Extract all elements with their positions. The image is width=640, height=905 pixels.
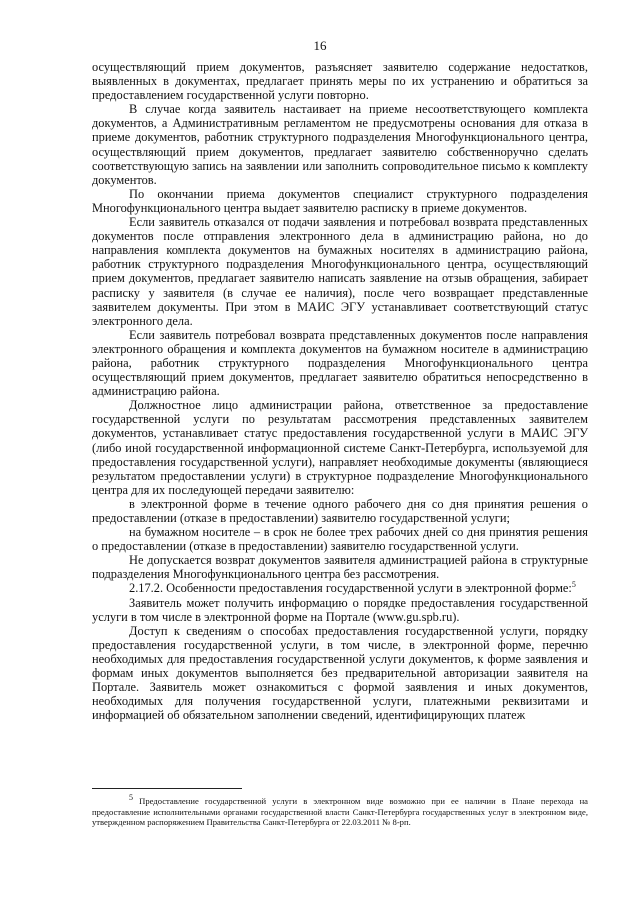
paragraph: По окончании приема документов специалист структурного подразделения Многофункционального центра выдает заявителю расписку в приеме документов. — [92, 186, 588, 215]
body-text — [92, 60, 588, 722]
page-number: 16 — [313, 38, 327, 53]
footnote-marker[interactable]: 5 — [571, 580, 576, 590]
paragraph: Заявитель может получить информацию о порядке предоставления государственной услуги в том числе в электронной форме на Портале (www.gu.spb.ru). — [92, 595, 588, 624]
paragraph: Если заявитель потребовал возврата представленных документов после направления электронного обращения и комплекта документов на бумажном носителе в администрацию района, работник структурного подразделения Многофункционального центра осуществляющий прием документов, предлагает заявителю обратиться непосредственно в администрацию района. — [92, 327, 588, 399]
paragraph: в электронной форме в течение одного рабочего дня со дня принятия решения о предоставлении (отказе в предоставлении) заявителю государственной услуги; — [92, 496, 588, 525]
paragraph: В случае когда заявитель настаивает на приеме несоответствующего комплекта документов, а Административным регламентом не предусмотрены основания для отказа в приеме документов, работник структурного подразделения Многофункционального центра, осуществляющий прием документов, предлагает заявителю собственноручно сделать соответствующую запись на заявлении или заполнить сопроводительное письмо к комплекту документов. — [92, 102, 588, 187]
footnote-text: Предоставление государственной услуги в электронном виде возможно при ее наличии в Плане перехода на предоставление исполнительными органами государственной власти Санкт-Петербурга государственных услуг в электронном виде, утвержденном распоряжением Правительства Санкт-Петербурга от 22.03.2011 № 8-рп. — [92, 796, 588, 828]
paragraph: осуществляющий прием документов, разъясняет заявителю содержание недостатков, выявленных в документах, предлагает принять меры по их устранению и обратиться за предоставлением государственной услуги повторно. — [92, 60, 588, 103]
footnote — [92, 793, 588, 828]
footnote-number: 5 — [129, 793, 133, 803]
section-heading — [92, 581, 588, 595]
paragraph: Если заявитель отказался от подачи заявления и потребовал возврата представленных документов после отправления электронного дела в администрацию района, но до направления комплекта документов на бумажных носителях в администрацию района, работник структурного подразделения Многофункционального центра, осуществляющий прием документов, предлагает заявителю написать заявление на отзыв обращения, забирает расписку у заявителя (в случае ее наличия), после чего возвращает представленные заявителем документы. При этом в МАИС ЭГУ устанавливает соответствующий статус электронного дела. — [92, 215, 588, 328]
paragraph: Должностное лицо администрации района, ответственное за предоставление государственной услуги по результатам рассмотрения представленных заявителем документов, устанавливает статус предоставления государственной услуги в МАИС ЭГУ (либо иной государственной информационной системе Санкт-Петербурга, используемой для предоставления государственной услуги), направляет необходимые документы (являющиеся результатом предоставлении услуги) в структурное подразделение Многофункционального центра для их последующей передачи заявителю: — [92, 398, 588, 497]
section-heading-text: 2.17.2. Особенности предоставления государственной услуги в электронной форме: — [129, 581, 572, 596]
paragraph: на бумажном носителе – в срок не более трех рабочих дней со дня принятия решения о предоставлении (отказе в предоставлении) заявителю государственной услуги. — [92, 525, 588, 554]
paragraph: Доступ к сведениям о способах предоставления государственной услуги, порядку предоставления государственной услуги, в том числе, в электронной форме, перечню необходимых для предоставления государственной услуги документов, к форме заявления и формам иных документов выполняется без предварительной авторизации заявителя на Портале. Заявитель может ознакомиться с формой заявления и иных документов, необходимых для получения государственной услуги, платежными реквизитами и информацией об обязательном заполнении сведений, идентифицирующих платеж — [92, 623, 588, 723]
paragraph: Не допускается возврат документов заявителя администрацией района в структурные подразделения Многофункционального центра без рассмотрения. — [92, 553, 588, 582]
footnote-divider — [92, 788, 242, 789]
